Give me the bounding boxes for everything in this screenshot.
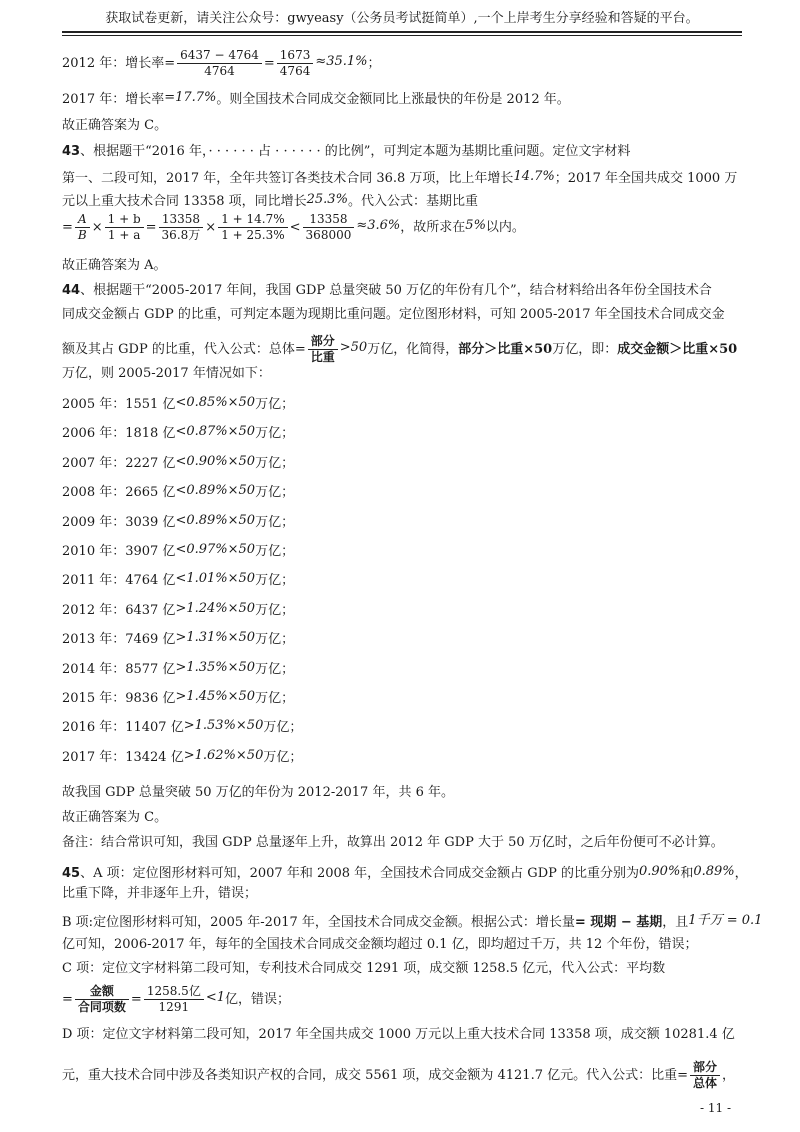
denominator: 1291 <box>158 1000 190 1014</box>
question-number: 45 <box>62 866 81 881</box>
year-expression: <0.87%×50 <box>175 424 256 439</box>
denominator: B <box>77 228 87 242</box>
text-span: 第一、二段可知，2017 年，全年共签订各类技术合同 36.8 万项，比上年增长 <box>62 171 514 186</box>
year-tail: 万亿； <box>255 691 295 706</box>
year-tail: 万亿； <box>255 456 295 471</box>
year-row <box>62 452 752 474</box>
denominator: 368000 <box>305 228 352 242</box>
numerator: 1258.5亿 <box>144 984 204 1000</box>
q43-line-3 <box>62 190 752 212</box>
year-label: 2006 年：1818 亿 <box>62 426 176 441</box>
math-value: <1 <box>205 990 225 1005</box>
year-expression: <1.01%×50 <box>175 571 256 586</box>
fraction <box>690 1060 720 1091</box>
bold-formula: 部分＞比重×50 <box>458 342 553 357</box>
denominator: 4764 <box>204 64 235 78</box>
year-tail: 万亿； <box>255 603 295 618</box>
math-operator: = <box>294 342 306 357</box>
bold-formula: = 现期 − 基期 <box>574 915 663 930</box>
numerator: 6437 − 4764 <box>177 48 262 64</box>
header-rule-thin <box>62 35 742 36</box>
year-row <box>62 540 752 562</box>
answer-line: 故正确答案为 C。 <box>62 118 168 133</box>
text-span: 。代入公式：基期比重 <box>347 194 478 209</box>
q43-line-2 <box>62 167 752 189</box>
math-operator: × <box>205 220 217 235</box>
fraction <box>218 212 287 243</box>
fraction <box>75 212 90 243</box>
q45-line-6: D 项：定位文字材料第二段可知，2017 年全国共成交 1000 万元以上重大技术合同 13358 项，成交额 10281.4 亿 <box>62 1027 735 1042</box>
header-rule-thick <box>62 31 742 33</box>
math-value: ≈35.1% <box>315 54 368 69</box>
text-span: 以内。 <box>485 220 525 235</box>
question-number: 43 <box>62 144 81 159</box>
q44-answer: 故正确答案为 C。 <box>62 810 168 825</box>
text-span: 、根据题干“2005-2017 年间，我国 GDP 总量突破 50 万亿的年份有几个”，结合材料给出各年份全国技术合 <box>80 283 712 298</box>
year-row <box>62 716 752 738</box>
text-span: ，故所求在 <box>400 220 466 235</box>
text-span: 元，重大技术合同中涉及各类知识产权的合同，成交 5561 项，成交金额为 4121.7 亿元。代入公式：比重 <box>62 1068 678 1083</box>
question-number: 44 <box>62 283 81 298</box>
text-span: ， <box>722 1068 736 1083</box>
numerator: 部分 <box>308 334 338 350</box>
numerator: 部分 <box>690 1060 720 1076</box>
math-value: 5% <box>465 218 486 233</box>
year-tail: 万亿； <box>255 426 295 441</box>
year-tail: 万亿； <box>255 397 295 412</box>
year-row <box>62 422 752 444</box>
numerator: 1673 <box>277 48 314 64</box>
page-number: - 11 - <box>700 1101 732 1115</box>
year-label: 2010 年：3907 亿 <box>62 544 176 559</box>
growth-2017-line <box>62 88 752 110</box>
q43-line-1 <box>62 142 752 162</box>
year-label: 2008 年：2665 亿 <box>62 485 176 500</box>
q45-line-4: 亿可知，2006-2017 年，每年的全国技术合同成交金额均超过 0.1 亿，即均超过千万，共 12 个年份，错误； <box>62 937 698 952</box>
denominator: 1 + 25.3% <box>221 228 285 242</box>
text-span: 、A 项：定位图形材料可知，2007 年和 2008 年，全国技术合同成交金额占 GDP 的比重分别为 <box>80 866 639 881</box>
year-label: 2014 年：8577 亿 <box>62 662 176 677</box>
q43-formula-line <box>62 212 752 243</box>
q45-line-3 <box>62 911 763 933</box>
year-expression: >1.24%×50 <box>175 601 256 616</box>
year-tail: 万亿； <box>255 544 295 559</box>
text-span: 。则全国技术合同成交金额同比上涨最快的年份是 2012 年。 <box>216 92 570 107</box>
year-expression: >1.35%×50 <box>175 660 256 675</box>
q45-line-5: C 项：定位文字材料第二段可知，专利技术合同成交 1291 项，成交额 1258.5 亿元，代入公式：平均数 <box>62 961 666 976</box>
text-span: 、根据题干“2016 年，· · · · · · 占 · · · · · · 的比例”，可判定本题为基期比重问题。定位文字材料 <box>80 144 631 159</box>
numerator: 13358 <box>303 212 355 228</box>
math-value: =17.7% <box>164 90 217 105</box>
year-tail: 万亿； <box>263 750 303 765</box>
year-row <box>62 481 752 503</box>
year-tail: 万亿； <box>263 720 303 735</box>
year-expression: <0.89%×50 <box>175 513 256 528</box>
text-span: 额及其占 GDP 的比重，代入公式：总体 <box>62 342 295 357</box>
year-label: 2017 年：13424 亿 <box>62 750 184 765</box>
year-label: 2009 年：3039 亿 <box>62 515 176 530</box>
numerator: A <box>75 212 90 228</box>
text-span: 万亿，即： <box>552 342 618 357</box>
math-operator: = <box>677 1068 689 1083</box>
q45-formula-line <box>62 984 752 1015</box>
fraction <box>75 984 129 1015</box>
year-row <box>62 569 752 591</box>
text-span: ，且 <box>662 915 689 930</box>
fraction <box>303 212 355 243</box>
denominator: 1 + a <box>107 228 141 242</box>
text-span: 亿，错误； <box>225 992 291 1007</box>
year-label: 2013 年：7469 亿 <box>62 632 176 647</box>
text-span: 万亿，化简得， <box>367 342 459 357</box>
q44-summary: 故我国 GDP 总量突破 50 万亿的年份为 2012-2017 年，共 6 年。 <box>62 785 454 800</box>
fraction <box>177 48 262 79</box>
year-label: 2015 年：9836 亿 <box>62 691 176 706</box>
math-value: >50 <box>339 340 368 355</box>
year-row <box>62 393 752 415</box>
fraction <box>159 212 204 243</box>
fraction <box>105 212 144 243</box>
year-expression: >1.45%×50 <box>175 689 256 704</box>
math-value: 25.3% <box>306 192 348 207</box>
q44-line-2: 同成交金额占 GDP 的比重，可判定本题为现期比重问题。定位图形材料，可知 2005-2017 年全国技术合同成交金 <box>62 307 725 322</box>
year-expression: >1.53%×50 <box>183 718 264 733</box>
year-tail: 万亿； <box>255 573 295 588</box>
year-tail: 万亿； <box>255 662 295 677</box>
bold-formula: 成交金额＞比重×50 <box>617 342 738 357</box>
year-expression: <0.97%×50 <box>175 542 256 557</box>
fraction <box>308 334 338 365</box>
text-span: ； <box>367 56 381 71</box>
year-row <box>62 599 752 621</box>
q44-note: 备注：结合常识可知，我国 GDP 总量逐年上升，故算出 2012 年 GDP 大于 50 万亿时，之后年份便可不必计算。 <box>62 835 724 850</box>
year-tail: 万亿； <box>255 485 295 500</box>
math-operator: = <box>62 992 73 1007</box>
math-value: 0.89% <box>693 864 735 879</box>
math-value: 0.90% <box>639 864 681 879</box>
growth-2012-line: 2012 年：增长率= $\frac{6437 - 4764}{4764}$ = $\frac{1673}{4764}$ ≈35.1%； <box>62 48 381 78</box>
year-expression: >1.62%×50 <box>183 748 264 763</box>
year-expression: <0.85%×50 <box>175 395 256 410</box>
text-span: ；2017 年全国共成交 1000 万 <box>554 171 738 186</box>
math-operator: = <box>145 220 157 235</box>
denominator: 4764 <box>279 64 311 78</box>
math-operator: = <box>130 992 142 1007</box>
math-value: ≈3.6% <box>356 218 401 233</box>
math-operator: = <box>62 220 73 235</box>
year-label: 2007 年：2227 亿 <box>62 456 176 471</box>
q43-answer: 故正确答案为 A。 <box>62 258 167 273</box>
year-row <box>62 746 752 768</box>
q45-line-1 <box>62 862 752 884</box>
text-span: 2017 年：增长率 <box>62 92 165 107</box>
numerator: 13358 <box>159 212 204 228</box>
denominator: 总体 <box>693 1076 718 1090</box>
fraction <box>144 984 204 1015</box>
q44-line-4: 万亿，则 2005-2017 年情况如下： <box>62 366 271 381</box>
numerator: 金额 <box>75 984 129 1000</box>
year-tail: 万亿； <box>255 515 295 530</box>
year-row <box>62 658 752 680</box>
year-expression: <0.90%×50 <box>175 454 256 469</box>
text-span: 元以上重大技术合同 13358 项，同比增长 <box>62 194 307 209</box>
numerator: 1 + 14.7% <box>218 212 287 228</box>
math-value: 1千万 = 0.1 <box>688 913 763 928</box>
math-operator: < <box>289 220 301 235</box>
fraction <box>277 48 314 79</box>
math-operator: × <box>91 220 103 235</box>
year-label: 2012 年：6437 亿 <box>62 603 176 618</box>
year-row <box>62 628 752 650</box>
q45-line-2: 比重下降，并非逐年上升，错误； <box>62 886 258 901</box>
q45-line-7 <box>62 1060 752 1091</box>
year-expression: >1.31%×50 <box>175 630 256 645</box>
text-span: B 项:定位图形材料可知，2005 年-2017 年，全国技术合同成交金额。根据公式：增长量 <box>62 915 575 930</box>
year-row <box>62 687 752 709</box>
year-tail: 万亿； <box>255 632 295 647</box>
year-label: 2011 年：4764 亿 <box>62 573 176 588</box>
year-label: 2016 年：11407 亿 <box>62 720 184 735</box>
q44-line-1 <box>62 281 752 301</box>
q44-line-3 <box>62 334 752 365</box>
year-expression: <0.89%×50 <box>175 483 256 498</box>
text-span: ， <box>734 866 748 881</box>
denominator: 36.8万 <box>161 228 201 242</box>
text-span: 和 <box>680 866 694 881</box>
denominator: 比重 <box>310 350 335 364</box>
page-header: 获取试卷更新，请关注公众号：gwyeasy（公务员考试挺简单）,一个上岸考生分享经验和答疑的平台。 <box>105 11 699 26</box>
text-span: 2012 年：增长率 <box>62 56 165 71</box>
year-label: 2005 年：1551 亿 <box>62 397 176 412</box>
math-value: 14.7% <box>513 169 555 184</box>
year-row <box>62 511 752 533</box>
numerator: 1 + b <box>105 212 144 228</box>
denominator: 合同项数 <box>77 1000 126 1014</box>
